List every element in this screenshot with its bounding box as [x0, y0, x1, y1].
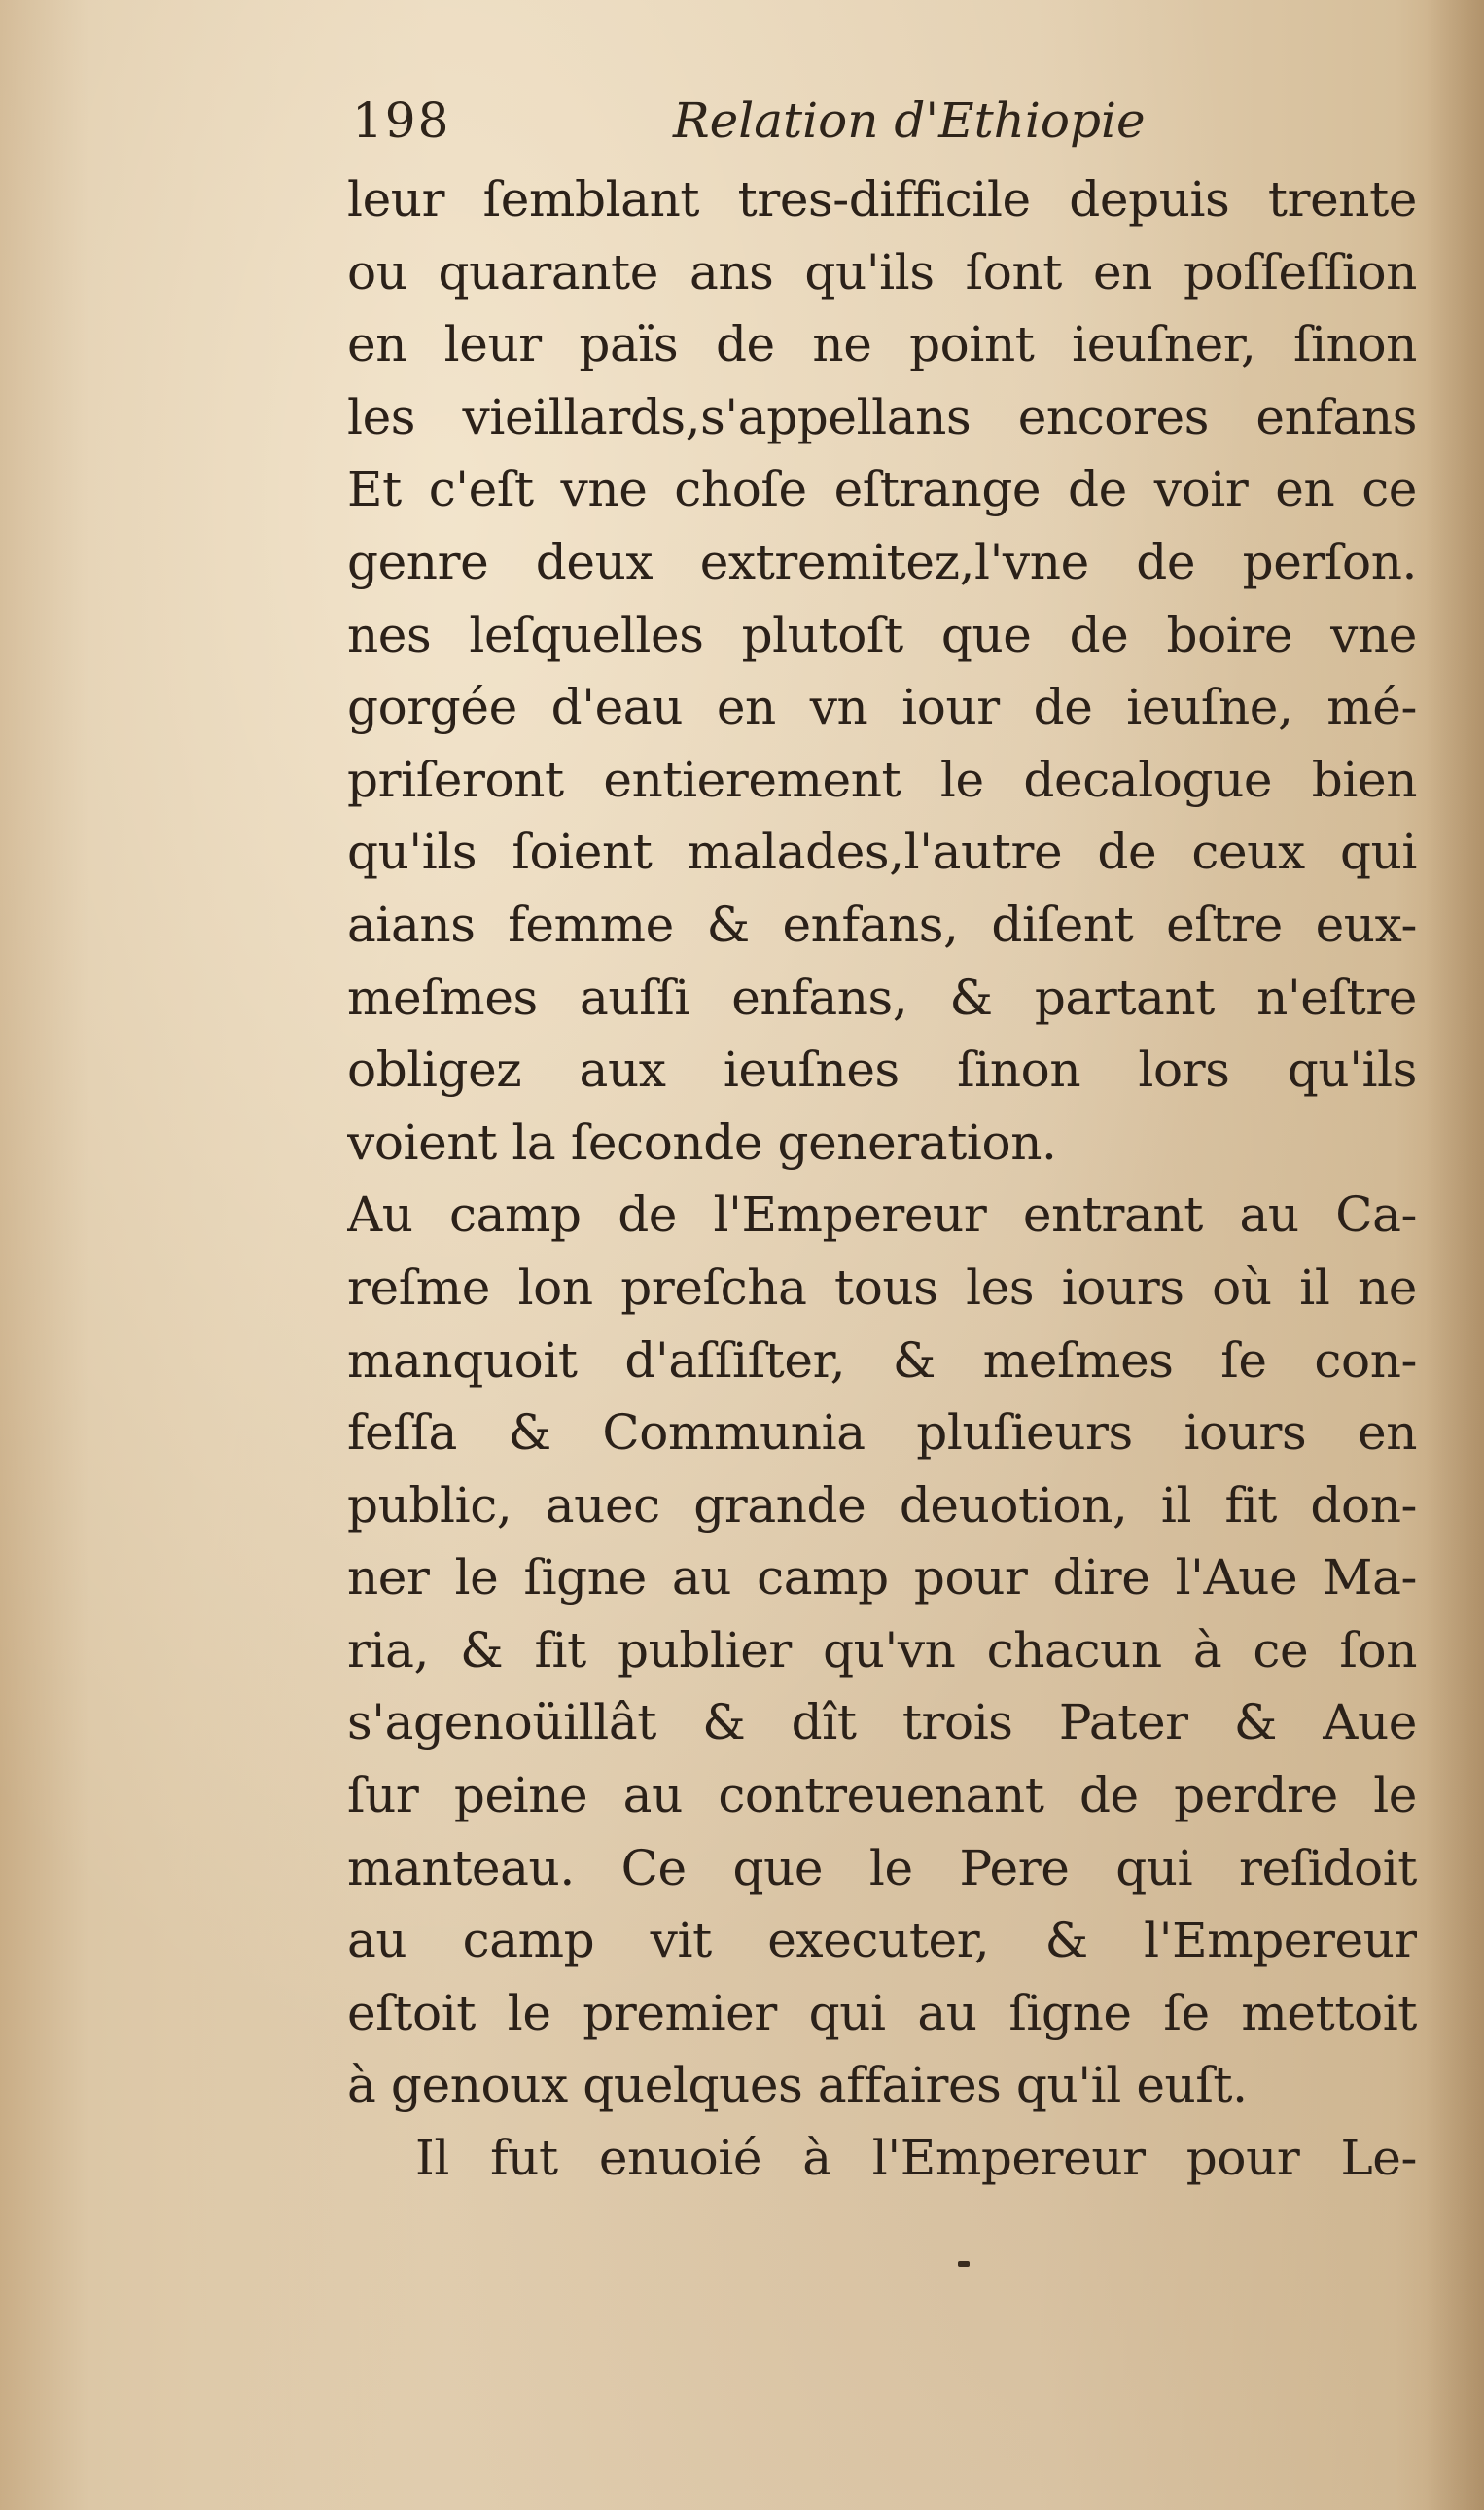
text-line: voient la ſeconde generation. [347, 1114, 1057, 1171]
text-line: en leur païs de ne point ieuſner, ſinon [347, 316, 1417, 373]
body-text [347, 163, 1417, 2195]
text-line: qu'ils ſoient malades,l'autre de ceux qui [347, 824, 1417, 881]
text-line: obligez aux ieuſnes ſinon lors qu'ils [347, 1042, 1417, 1099]
text-line: eſtoit le premier qui au ſigne ſe mettoit [347, 1984, 1417, 2041]
text-line: aians femme & enfans, diſent eſtre eux- [347, 896, 1417, 953]
text-line: à genoux quelques affaires qu'il euſt. [347, 2057, 1248, 2114]
text-line: meſmes auſſi enfans, & partant n'eſtre [347, 969, 1417, 1026]
text-line: Et c'eſt vne choſe eſtrange de voir en ce [347, 461, 1417, 518]
text-line: s'agenoüillât & dît trois Pater & Aue [347, 1694, 1417, 1751]
page-number: 198 [352, 92, 451, 149]
running-head [352, 92, 1422, 170]
text-line: ou quarante ans qu'ils ſont en poſſeſſion [347, 243, 1417, 300]
text-line: ria, & fit publier qu'vn chacun à ce ſon [347, 1621, 1417, 1679]
page-edge-shadow [1426, 0, 1484, 2510]
text-line: manquoit d'aſſiſter, & meſmes ſe con- [347, 1331, 1417, 1389]
text-line: gorgée d'eau en vn iour de ieuſne, mé- [347, 679, 1417, 736]
running-title: Relation d'Ethiopie [673, 92, 1146, 149]
text-line: manteau. Ce que le Pere qui reſidoit [347, 1839, 1417, 1896]
text-line: reſme lon preſcha tous les iours où il ne [347, 1258, 1417, 1316]
text-line: leur ſemblant tres-difficile depuis trente [347, 171, 1417, 228]
text-line: Au camp de l'Empereur entrant au Ca- [347, 1186, 1417, 1244]
text-line: feſſa & Communia pluſieurs iours en [347, 1404, 1417, 1462]
text-line: priſeront entierement le decalogue bien [347, 751, 1417, 808]
text-line: au camp vit executer, & l'Empereur [347, 1912, 1417, 1969]
text-line: public, auec grande deuotion, il fit don- [347, 1476, 1417, 1534]
text-line: ner le ſigne au camp pour dire l'Aue Ma- [347, 1549, 1417, 1607]
text-line: genre deux extremitez,l'vne de perſon. [347, 533, 1417, 590]
text-line: les vieillards,s'appellans encores enfans [347, 388, 1417, 445]
text-line: Il fut enuoié à l'Empereur pour Le- [415, 2130, 1417, 2187]
text-line: nes leſquelles plutoſt que de boire vne [347, 606, 1417, 663]
text-line: ſur peine au contreuenant de perdre le [347, 1767, 1417, 1824]
ink-mark [958, 2261, 970, 2267]
